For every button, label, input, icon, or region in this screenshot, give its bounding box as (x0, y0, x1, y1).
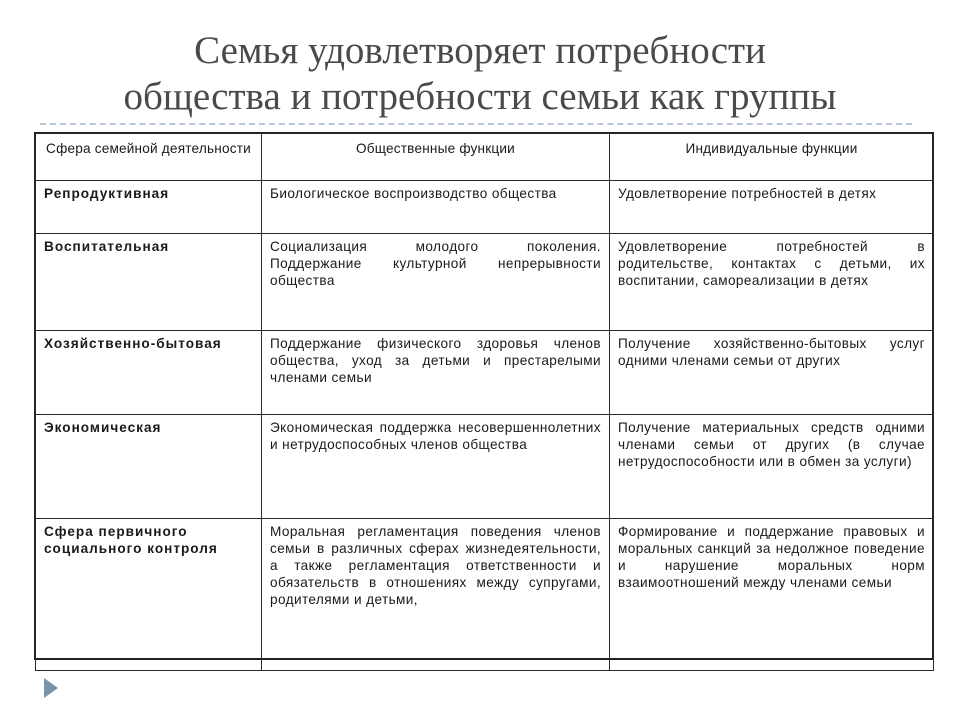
row-social-function: Моральная регламентация поведения членов семьи в различных сферах жизнедеятельности, а также регламентация ответственности и обязательств в отношениях между супругами, родителями и детьми, (262, 519, 610, 671)
table-row (36, 331, 934, 415)
header-sphere: Сфера семейной деятельности (36, 134, 262, 181)
family-functions-table (35, 133, 934, 671)
row-sphere: Сфера первичного социального контроля (36, 519, 262, 671)
title-line-1: Семья удовлетворяет потребности (194, 29, 766, 72)
row-individual-function: Получение хозяйственно-бытовых услуг одними членами семьи от других (610, 331, 934, 415)
next-slide-triangle-icon[interactable] (44, 678, 58, 698)
table-header-row (36, 134, 934, 181)
row-sphere: Экономическая (36, 415, 262, 519)
row-social-function: Социализация молодого поколения. Поддержание культурной непрерывности общества (262, 234, 610, 331)
row-individual-function: Получение материальных средств одними членами семьи от других (в случае нетрудоспособности или в обмен за услуги) (610, 415, 934, 519)
row-sphere: Репродуктивная (36, 181, 262, 234)
title-divider (40, 123, 912, 125)
header-social: Общественные функции (262, 134, 610, 181)
table-row (36, 234, 934, 331)
row-social-function: Биологическое воспроизводство общества (262, 181, 610, 234)
table-row (36, 415, 934, 519)
row-sphere: Воспитательная (36, 234, 262, 331)
header-individual: Индивидуальные функции (610, 134, 934, 181)
row-sphere: Хозяйственно-бытовая (36, 331, 262, 415)
row-social-function: Экономическая поддержка несовершеннолетних и нетрудоспособных членов общества (262, 415, 610, 519)
row-individual-function: Формирование и поддержание правовых и моральных санкций за недолжное поведение и нарушение моральных норм взаимоотношений между членами семьи (610, 519, 934, 671)
row-social-function: Поддержание физического здоровья членов общества, уход за детьми и престарелыми членами семьи (262, 331, 610, 415)
table-row (36, 181, 934, 234)
row-individual-function: Удовлетворение потребностей в детях (610, 181, 934, 234)
title-line-2: общества и потребности семьи как группы (123, 75, 837, 118)
row-individual-function: Удовлетворение потребностей в родительстве, контактах с детьми, их воспитании, самореализации в детях (610, 234, 934, 331)
table-row (36, 519, 934, 671)
slide-title (40, 28, 920, 120)
